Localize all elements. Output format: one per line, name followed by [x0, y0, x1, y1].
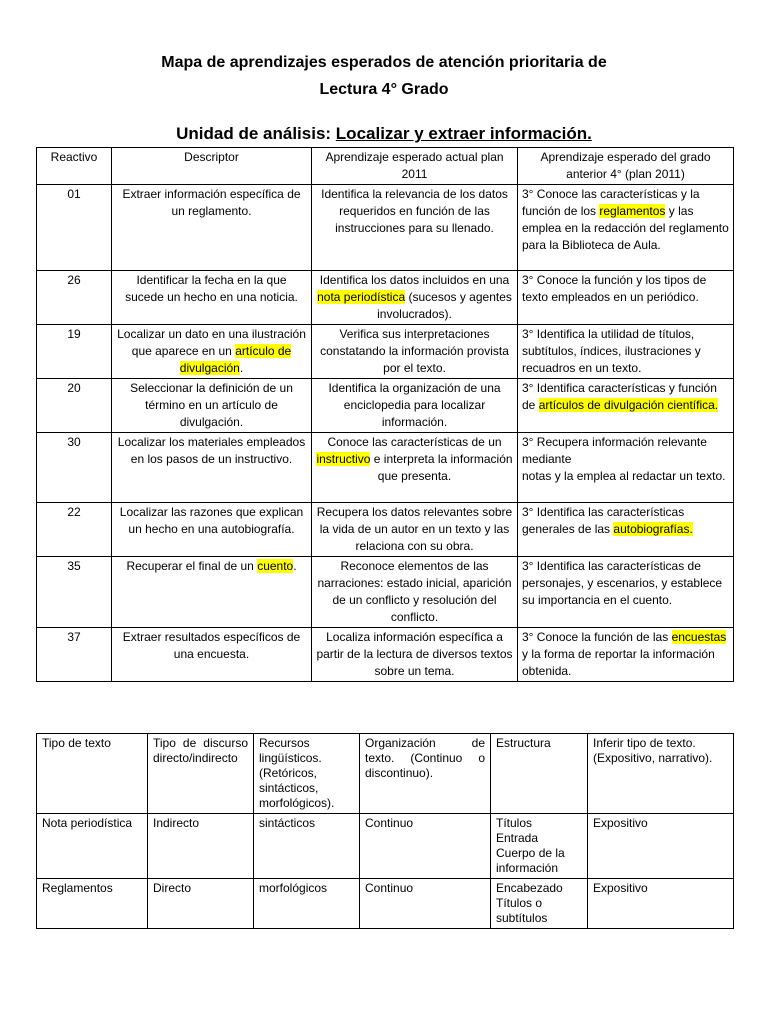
- header-reactivo: Reactivo: [37, 148, 112, 185]
- anterior-cell: 3° Conoce la función de las encuestas y la forma de reportar la información obtenida.: [518, 628, 734, 682]
- actual-cell: Localiza información específica a partir de la lectura de diversos textos sobre un tema.: [312, 628, 518, 682]
- estructura-cell: Encabezado Títulos o subtítulos: [491, 879, 588, 929]
- reactivo-cell: 35: [37, 557, 112, 628]
- tipo-texto-cell: Reglamentos: [37, 879, 148, 929]
- descriptor-cell: Localizar un dato en una ilustración que aparece en un artículo de divulgación.: [112, 325, 312, 379]
- text-type-table: [36, 733, 734, 929]
- tipo-texto-cell: Nota periodística: [37, 814, 148, 879]
- anterior-cell: 3° Conoce las características y la función de los reglamentos y las emplea en la redacción del reglamento para la Biblioteca de Aula.: [518, 185, 734, 271]
- highlight: reglamentos: [599, 204, 666, 218]
- table-row: [37, 433, 734, 503]
- descriptor-cell: Extraer información específica de un reglamento.: [112, 185, 312, 271]
- reactivo-cell: 22: [37, 503, 112, 557]
- header-tipo-texto: Tipo de texto: [37, 734, 148, 814]
- document-title: [0, 49, 768, 103]
- anterior-cell: 3° Conoce la función y los tipos de texto empleados en un periódico.: [518, 271, 734, 325]
- reactivo-cell: 26: [37, 271, 112, 325]
- header-estructura: Estructura: [491, 734, 588, 814]
- reactivo-cell: 19: [37, 325, 112, 379]
- table-row: [37, 628, 734, 682]
- highlight: artículo de divulgación: [179, 344, 292, 375]
- descriptor-cell: Recuperar el final de un cuento.: [112, 557, 312, 628]
- reactivo-cell: 01: [37, 185, 112, 271]
- title-line-1: Mapa de aprendizajes esperados de atención prioritaria de: [161, 54, 607, 71]
- table-row: [37, 503, 734, 557]
- actual-cell: Identifica la organización de una enciclopedia para localizar información.: [312, 379, 518, 433]
- actual-cell: Reconoce elementos de las narraciones: estado inicial, aparición de un conflicto y resolución del conflicto.: [312, 557, 518, 628]
- descriptor-cell: Localizar las razones que explican un hecho en una autobiografía.: [112, 503, 312, 557]
- highlight: nota periodística: [317, 290, 406, 304]
- reactivo-cell: 30: [37, 433, 112, 503]
- actual-cell: Verifica sus interpretaciones constatando la información provista por el texto.: [312, 325, 518, 379]
- organizacion-cell: Continuo: [360, 814, 491, 879]
- descriptor-cell: Localizar los materiales empleados en los pasos de un instructivo.: [112, 433, 312, 503]
- reactivo-cell: 20: [37, 379, 112, 433]
- highlight: instructivo: [316, 452, 371, 466]
- anterior-cell: 3° Identifica las características generales de las autobiografías.: [518, 503, 734, 557]
- anterior-cell: 3° Identifica las características de personajes, y escenarios, y establece su importancia en el cuento.: [518, 557, 734, 628]
- table-row: [37, 271, 734, 325]
- descriptor-cell: Identificar la fecha en la que sucede un hecho en una noticia.: [112, 271, 312, 325]
- unit-heading: [0, 124, 768, 144]
- inferir-cell: Expositivo: [588, 879, 734, 929]
- descriptor-cell: Seleccionar la definición de un término en un artículo de divulgación.: [112, 379, 312, 433]
- highlight: autobiografías.: [613, 522, 693, 536]
- highlight: artículos de divulgación científica.: [538, 398, 719, 412]
- estructura-cell: Títulos Entrada Cuerpo de la información: [491, 814, 588, 879]
- table-row: [37, 557, 734, 628]
- learning-map-table: [36, 147, 734, 682]
- header-aprendizaje-actual: Aprendizaje esperado actual plan 2011: [312, 148, 518, 185]
- table-row: [37, 325, 734, 379]
- actual-cell: Identifica la relevancia de los datos requeridos en función de las instrucciones para su llenado.: [312, 185, 518, 271]
- tipo-discurso-cell: Directo: [148, 879, 254, 929]
- reactivo-cell: 37: [37, 628, 112, 682]
- actual-cell: Identifica los datos incluidos en una nota periodística (sucesos y agentes involucrados).: [312, 271, 518, 325]
- inferir-cell: Expositivo: [588, 814, 734, 879]
- header-aprendizaje-anterior: Aprendizaje esperado del grado anterior 4° (plan 2011): [518, 148, 734, 185]
- title-line-2: Lectura 4° Grado: [319, 81, 449, 98]
- unit-label: Unidad de análisis:: [176, 124, 336, 143]
- header-recursos: Recursos lingüísticos. (Retóricos, sintácticos, morfológicos).: [254, 734, 360, 814]
- table-header-row: [37, 148, 734, 185]
- header-organizacion: Organización de texto. (Continuo o discontinuo).: [360, 734, 491, 814]
- actual-cell: Conoce las características de un instructivo e interpreta la información que presenta.: [312, 433, 518, 503]
- unit-value: Localizar y extraer información.: [335, 124, 592, 143]
- table-row: [37, 185, 734, 271]
- highlight: encuestas: [671, 630, 727, 644]
- header-descriptor: Descriptor: [112, 148, 312, 185]
- highlight: cuento: [257, 559, 294, 573]
- table-row: [37, 814, 734, 879]
- anterior-cell: 3° Identifica la utilidad de títulos, subtítulos, índices, ilustraciones y recuadros en un texto.: [518, 325, 734, 379]
- organizacion-cell: Continuo: [360, 879, 491, 929]
- anterior-cell: 3° Recupera información relevante mediante notas y la emplea al redactar un texto.: [518, 433, 734, 503]
- recursos-cell: morfológicos: [254, 879, 360, 929]
- descriptor-cell: Extraer resultados específicos de una encuesta.: [112, 628, 312, 682]
- header-tipo-discurso: Tipo de discurso directo/indirecto: [148, 734, 254, 814]
- table-row: [37, 879, 734, 929]
- tipo-discurso-cell: Indirecto: [148, 814, 254, 879]
- actual-cell: Recupera los datos relevantes sobre la vida de un autor en un texto y las relaciona con su obra.: [312, 503, 518, 557]
- header-inferir: Inferir tipo de texto. (Expositivo, narrativo).: [588, 734, 734, 814]
- recursos-cell: sintácticos: [254, 814, 360, 879]
- anterior-cell: 3° Identifica características y función de artículos de divulgación científica.: [518, 379, 734, 433]
- table-header-row: [37, 734, 734, 814]
- table-row: [37, 379, 734, 433]
